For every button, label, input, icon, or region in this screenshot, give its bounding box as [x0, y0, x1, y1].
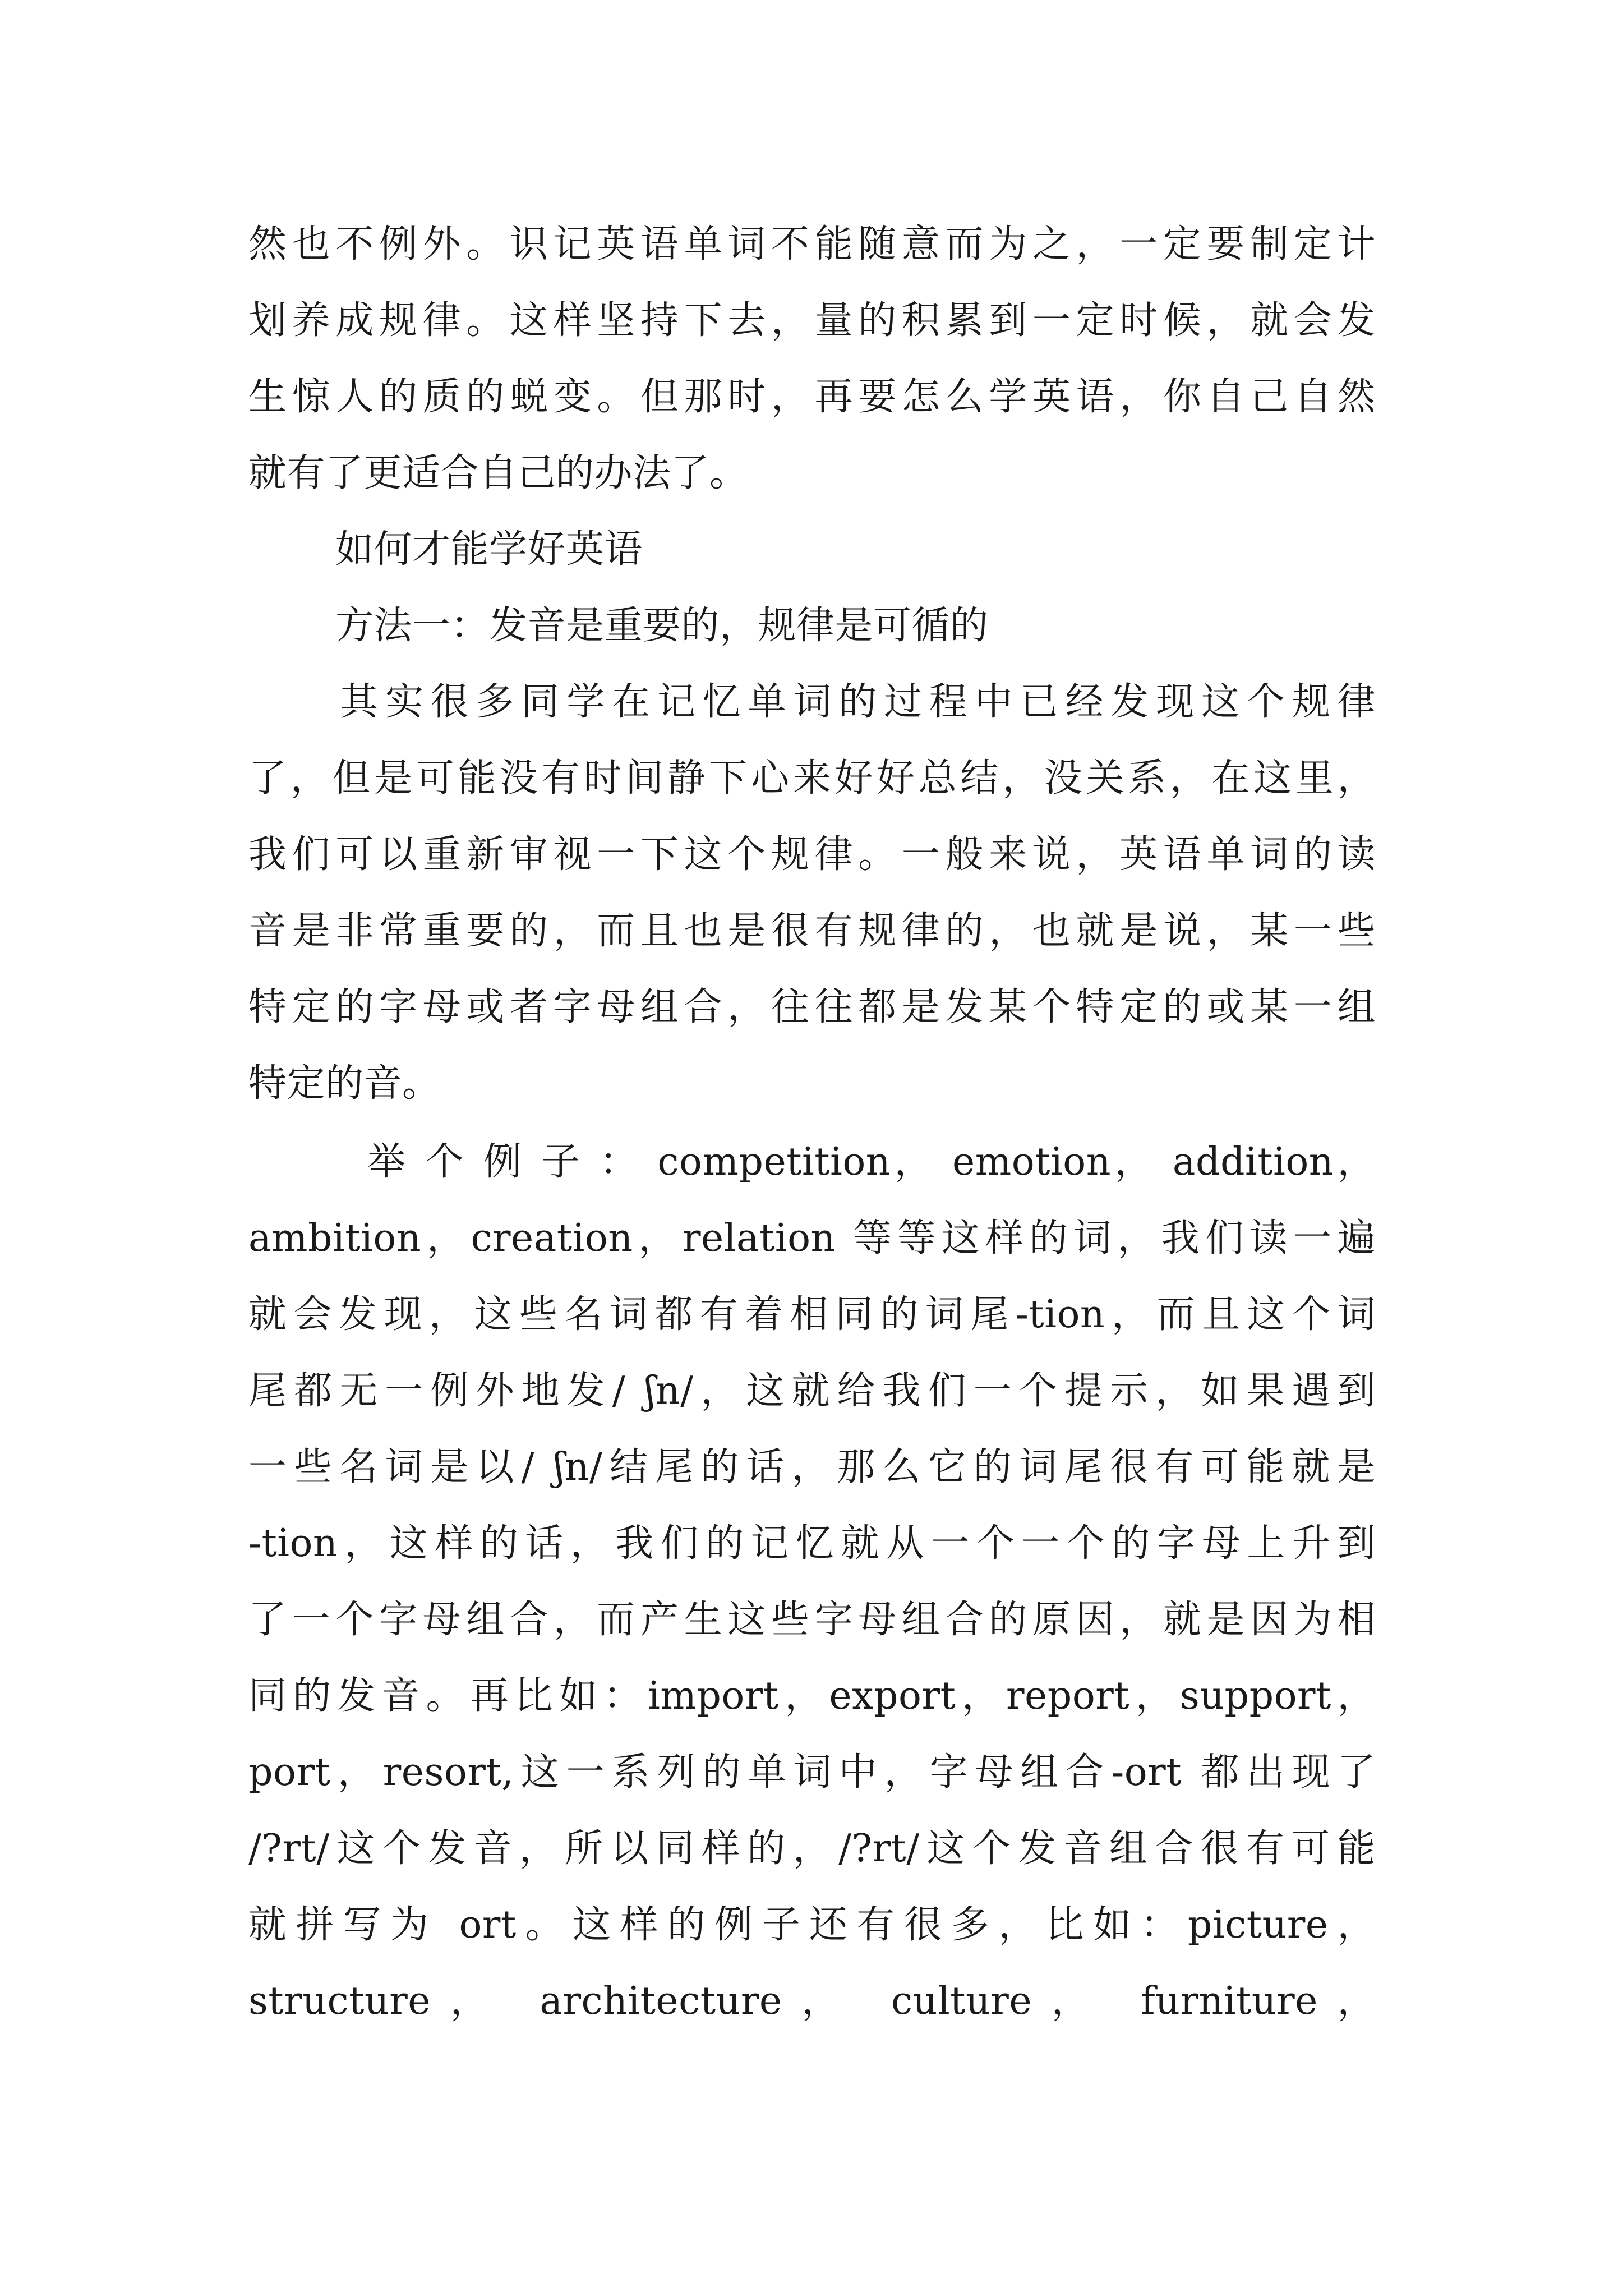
paragraph-line: 我们可以重新审视一下这个规律。一般来说，英语单词的读	[248, 832, 1376, 877]
paragraph-line: 生惊人的质的蜕变。但那时，再要怎么学英语，你自己自然	[248, 375, 1376, 419]
paragraph-line: 了，但是可能没有时间静下心来好好总结，没关系，在这里，	[248, 756, 1376, 800]
paragraph-line: 音是非常重要的，而且也是很有规律的，也就是说，某一些	[248, 909, 1376, 953]
example-line: 尾都无一例外地发/ ʃn/，这就给我们一个提示，如果遇到	[248, 1369, 1376, 1413]
paragraph-line: 特定的字母或者字母组合，往往都是发某个特定的或某一组	[248, 985, 1376, 1029]
example-line: 就拼写为 ort。这样的例子还有很多，比如：picture，	[248, 1903, 1376, 1947]
example-line: ambition，creation，relation 等等这样的词，我们读一遍	[248, 1216, 1376, 1260]
method-heading: 方法一：发音是重要的，规律是可循的	[335, 604, 989, 648]
example-line: structure， architecture， culture， furniture，	[248, 1979, 1376, 2023]
paragraph-line: 然也不例外。识记英语单词不能随意而为之，一定要制定计	[248, 222, 1376, 266]
example-line: 了一个字母组合，而产生这些字母组合的原因，就是因为相	[248, 1598, 1376, 1642]
example-line: port，resort,这一系列的单词中，字母组合-ort 都出现了	[248, 1750, 1376, 1795]
example-line: 一些名词是以/ ʃn/结尾的话，那么它的词尾很有可能就是	[248, 1445, 1376, 1489]
example-line: 就会发现，这些名词都有着相同的词尾-tion，而且这个词	[248, 1292, 1376, 1337]
paragraph-line: 就有了更适合自己的办法了。	[248, 451, 748, 495]
example-line: 同的发音。再比如：import，export，report，support，	[248, 1674, 1376, 1718]
example-line: 举 个 例 子 ： competition， emotion， addition，	[367, 1140, 1376, 1184]
example-line: -tion，这样的话，我们的记忆就从一个一个的字母上升到	[248, 1521, 1376, 1566]
paragraph-line: 划养成规律。这样坚持下去，量的积累到一定时候，就会发	[248, 298, 1376, 343]
paragraph-line: 特定的音。	[248, 1061, 441, 1106]
section-heading: 如何才能学好英语	[335, 527, 643, 572]
example-line: /?rt/这个发音，所以同样的，/?rt/这个发音组合很有可能	[248, 1826, 1376, 1871]
paragraph-line: 其实很多同学在记忆单词的过程中已经发现这个规律	[340, 680, 1376, 724]
